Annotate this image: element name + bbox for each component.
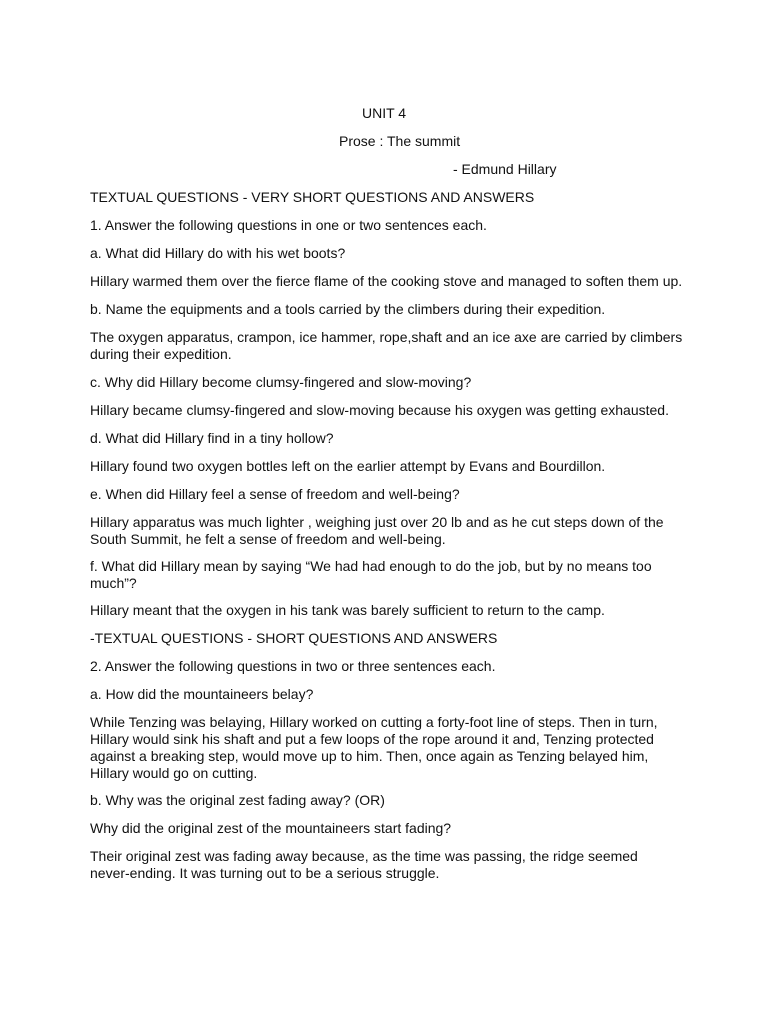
question-1e: e. When did Hillary feel a sense of freedom and well-being? — [90, 486, 460, 502]
section-instruction-1: 1. Answer the following questions in one or two sentences each. — [90, 217, 487, 233]
answer-2a: While Tenzing was belaying, Hillary worked on cutting a forty-foot line of steps. Then in turn, Hillary would sink his shaft and put a few loops of the rope around it and, Tenzing protected against a breaking step, would move up to him. Then, once again as Tenzing belayed him, Hillary would go on cutting. — [90, 714, 658, 781]
unit-heading: UNIT 4 — [362, 105, 407, 121]
question-1d: d. What did Hillary find in a tiny hollow? — [90, 430, 334, 446]
question-2a: a. How did the mountaineers belay? — [90, 686, 314, 702]
answer-1b: The oxygen apparatus, crampon, ice hammer, rope,shaft and an ice axe are carried by climbers during their expedition. — [90, 329, 683, 362]
author-line: - Edmund Hillary — [453, 161, 557, 177]
question-1a: a. What did Hillary do with his wet boots? — [90, 245, 346, 261]
question-1b: b. Name the equipments and a tools carried by the climbers during their expedition. — [90, 301, 606, 317]
answer-1e: Hillary apparatus was much lighter , weighing just over 20 lb and as he cut steps down of the South Summit, he felt a sense of freedom and well-being. — [90, 514, 664, 547]
answer-1d: Hillary found two oxygen bottles left on the earlier attempt by Evans and Bourdillon. — [90, 458, 606, 474]
answer-1f: Hillary meant that the oxygen in his tank was barely sufficient to return to the camp. — [90, 602, 605, 618]
section-heading-very-short: TEXTUAL QUESTIONS - VERY SHORT QUESTIONS AND ANSWERS — [90, 189, 535, 205]
answer-2b: Their original zest was fading away because, as the time was passing, the ridge seemed never-ending. It was turning out to be a serious struggle. — [90, 848, 638, 881]
question-2b-line2: Why did the original zest of the mountaineers start fading? — [90, 820, 452, 836]
section-instruction-2: 2. Answer the following questions in two or three sentences each. — [90, 658, 496, 674]
question-1c: c. Why did Hillary become clumsy-fingered and slow-moving? — [90, 374, 472, 390]
question-2b-line1: b. Why was the original zest fading away? (OR) — [90, 792, 385, 808]
question-1f: f. What did Hillary mean by saying “We had had enough to do the job, but by no means too much”? — [90, 558, 652, 591]
prose-title: Prose : The summit — [339, 133, 461, 149]
section-heading-short: -TEXTUAL QUESTIONS - SHORT QUESTIONS AND ANSWERS — [90, 630, 498, 646]
answer-1a: Hillary warmed them over the fierce flame of the cooking stove and managed to soften them up. — [90, 273, 683, 289]
answer-1c: Hillary became clumsy-fingered and slow-moving because his oxygen was getting exhausted. — [90, 402, 669, 418]
